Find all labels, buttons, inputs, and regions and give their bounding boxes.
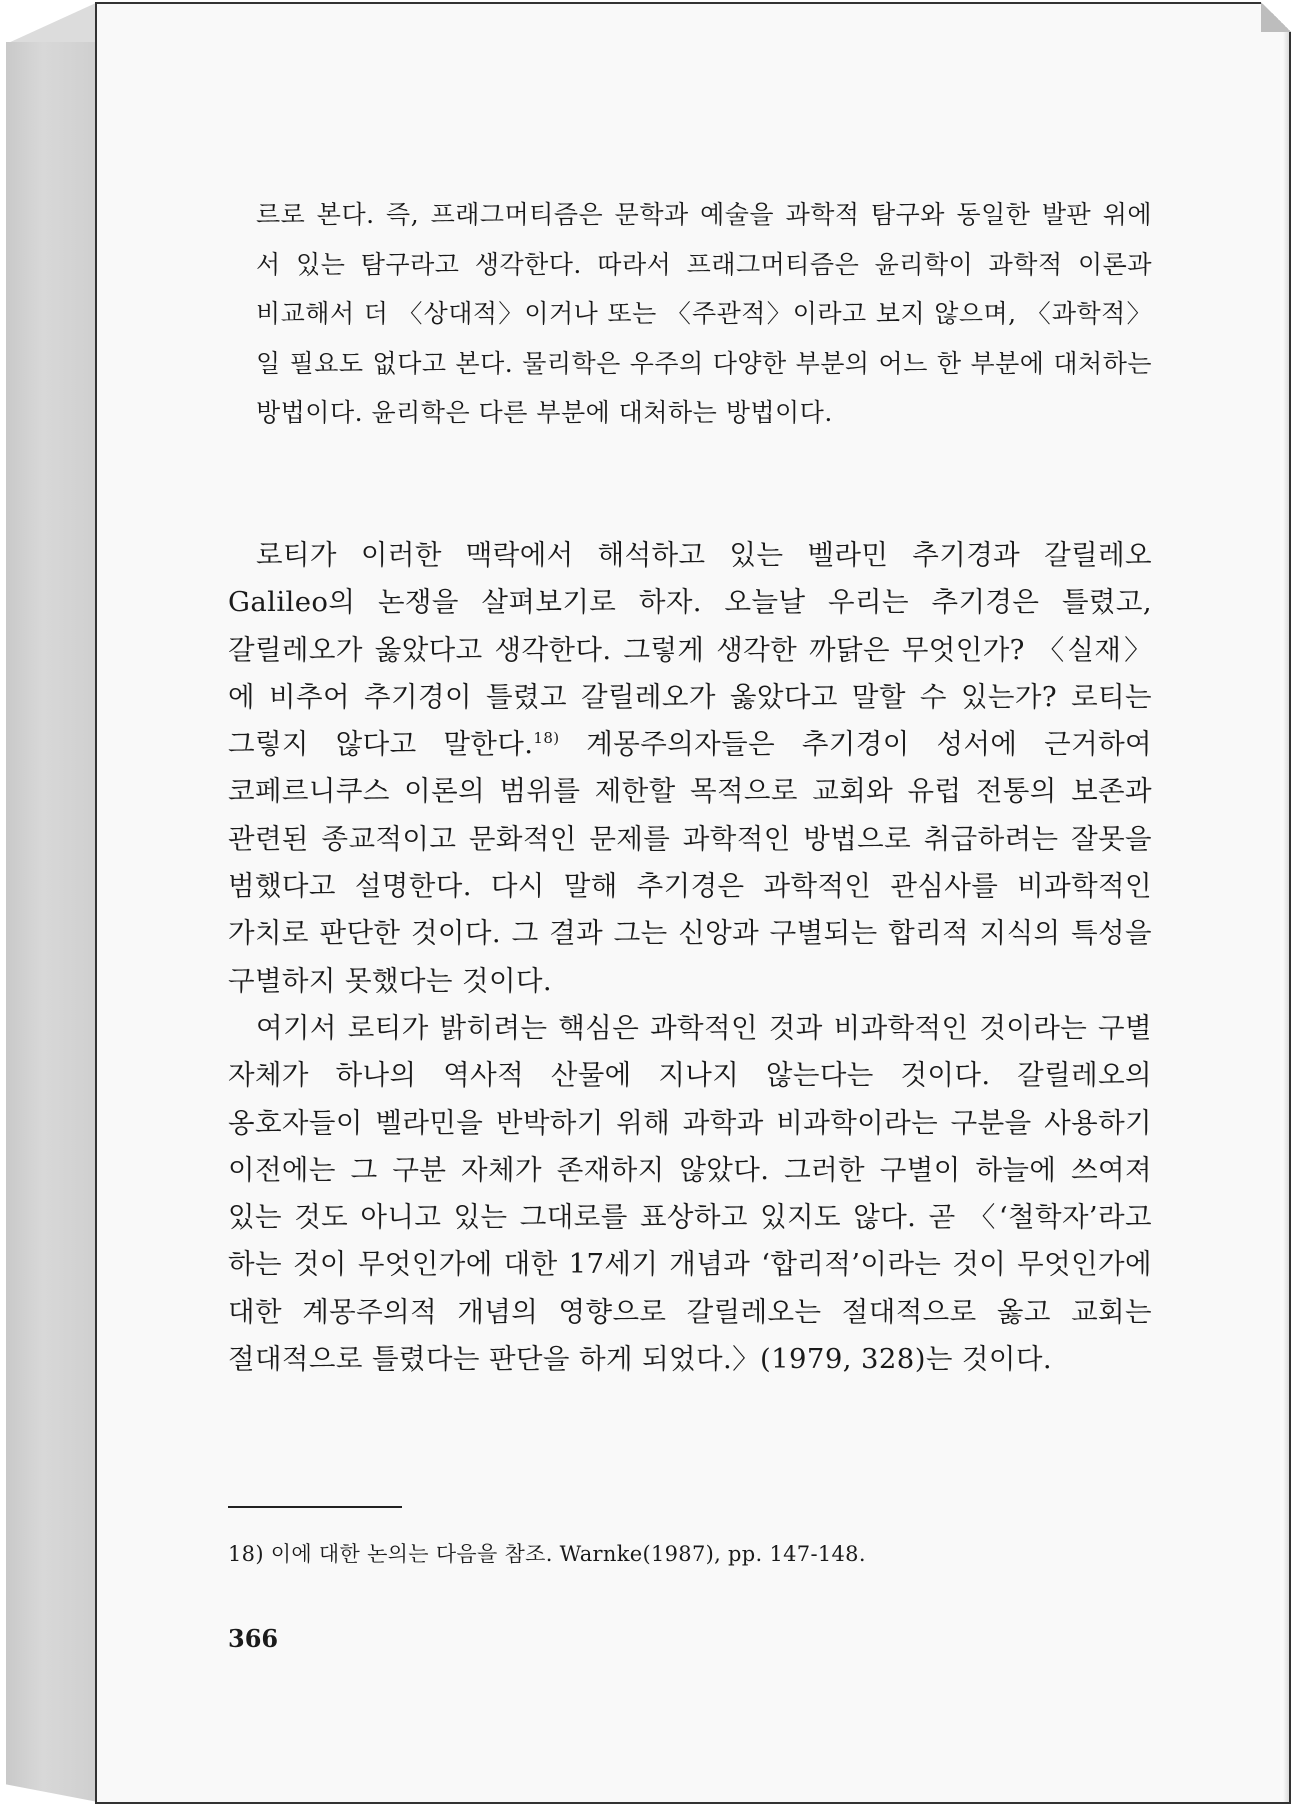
page-corner-fold [1261,2,1291,32]
book-spine [6,42,98,1802]
footnote-marker[interactable]: 18) [533,729,560,748]
page-edge-shadow [1283,4,1289,1802]
page-number: 366 [228,1624,279,1653]
paragraph-1-text-b: 계몽주의자들은 추기경이 성서에 근거하여 코페르니쿠스 이론의 범위를 제한할 목적으로 교회와 유럽 전통의 보존과 관련된 종교적이고 문화적인 문제를 과학적인 방법으로 취급하려는 잘못을 범했다고 설명한다. 다시 말해 추기경은 과학적인 관심사를 비과학적인 가치로 판단한 것이다. 그 결과 그는 신앙과 구별되는 합리적 지식의 특성을 구별하지 못했다는 것이다. [228,728,1153,997]
block-quote [256,190,1152,438]
paragraph-1-text-a: 로티가 이러한 맥락에서 해석하고 있는 벨라민 추기경과 갈릴레오 Galileo의 논쟁을 살펴보기로 하자. 오늘날 우리는 추기경은 틀렸고, 갈릴레오가 옳았다고 생각한다. 그렇게 생각한 까닭은 무엇인가? 〈실재〉에 비추어 추기경이 틀렸고 갈릴레오가 옳았다고 말할 수 있는가? 로티는 그렇지 않다고 말한다. [228,539,1152,761]
block-quote-text: 르로 본다. 즉, 프래그머티즘은 문학과 예술을 과학적 탐구와 동일한 발판 위에 서 있는 탐구라고 생각한다. 따라서 프래그머티즘은 윤리학이 과학적 이론과 비교해서 더 〈상대적〉이거나 또는 〈주관적〉이라고 보지 않으며, 〈과학적〉일 필요도 없다고 본다. 물리학은 우주의 다양한 부분의 어느 한 부분에 대처하는 방법이다. 윤리학은 다른 부분에 대처하는 방법이다. [256,200,1152,427]
paragraph-1 [228,532,1152,1005]
main-text [228,532,1152,1383]
footnote-text: 18) 이에 대한 논의는 다음을 참조. Warnke(1987), pp. 147-148. [228,1542,866,1566]
book-spine-top [6,2,98,44]
footnote [228,1539,1152,1569]
paragraph-2 [228,1005,1152,1383]
footnote-divider [228,1506,402,1508]
paragraph-2-text: 여기서 로티가 밝히려는 핵심은 과학적인 것과 비과학적인 것이라는 구별 자체가 하나의 역사적 산물에 지나지 않는다는 것이다. 갈릴레오의 옹호자들이 벨라민을 반박하기 위해 과학과 비과학이라는 구분을 사용하기 이전에는 그 구분 자체가 존재하지 않았다. 그러한 구별이 하늘에 쓰여져 있는 것도 아니고 있는 그대로를 표상하고 있지도 않다. 곧 〈‘철학자’라고 하는 것이 무엇인가에 대한 17세기 개념과 ‘합리적’이라는 것이 무엇인가에 대한 계몽주의적 개념의 영향으로 갈릴레오는 절대적으로 옳고 교회는 절대적으로 틀렸다는 판단을 하게 되었다.〉(1979, 328)는 것이다. [228,1011,1152,1376]
